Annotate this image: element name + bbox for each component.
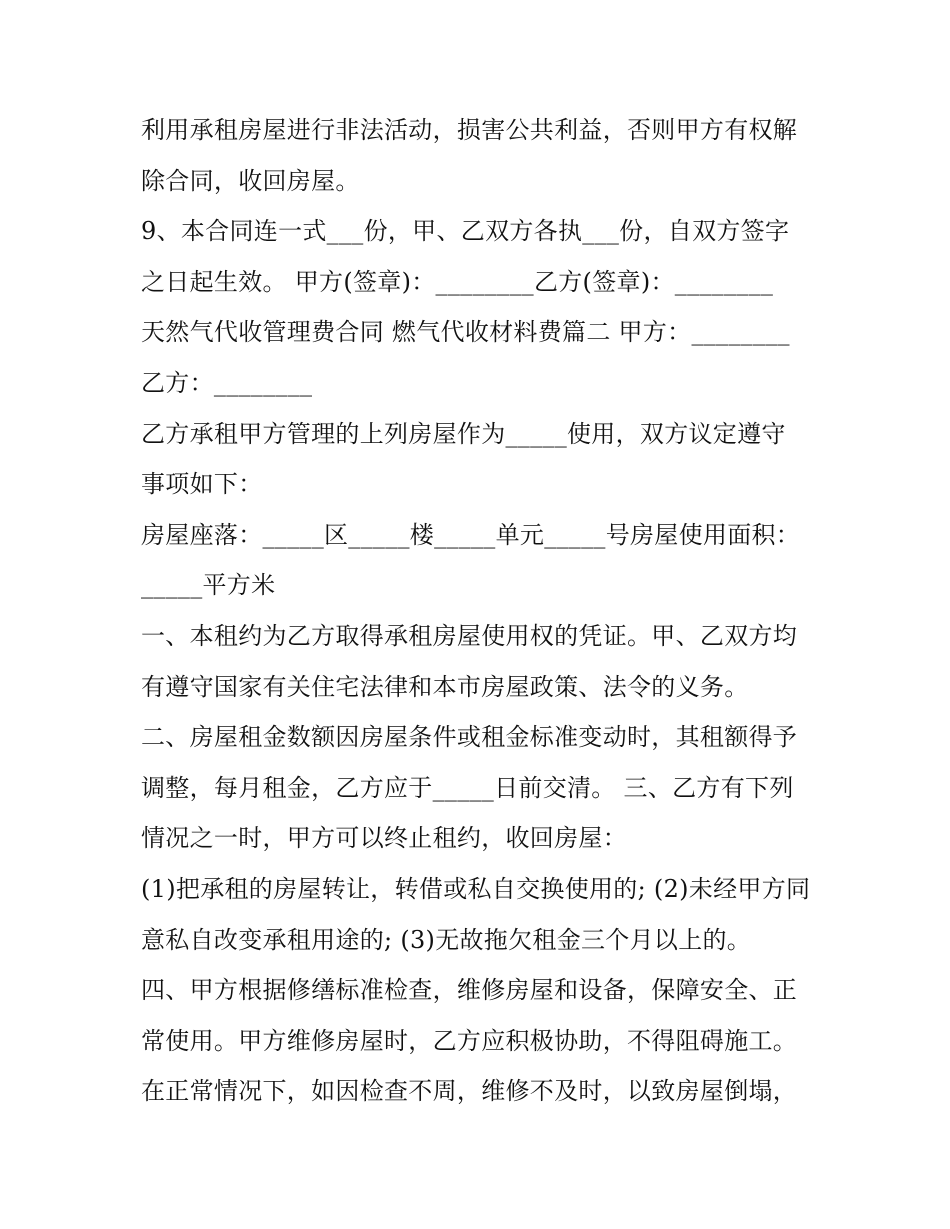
text-line: 在正常情况下，如因检查不周，维修不及时，以致房屋倒塌， — [141, 1077, 798, 1106]
text-line: 有遵守国家有关住宅法律和本市房屋政策、法令的义务。 — [141, 672, 749, 701]
text-line: 除合同，收回房屋。 — [141, 166, 360, 195]
text-line: 一、本租约为乙方取得承租房屋使用权的凭证。甲、乙双方均 — [141, 621, 798, 650]
text-line: 调整，每月租金，乙方应于_____日前交清。 三、乙方有下列 — [141, 773, 794, 802]
text-line: 利用承租房屋进行非法活动，损害公共利益，否则甲方有权解 — [141, 116, 798, 144]
text-line: 意私自改变承租用途的; (3)无故拖欠租金三个月以上的。 — [141, 925, 752, 954]
text-line: 房屋座落：_____区_____楼_____单元_____号房屋使用面积： — [141, 520, 801, 549]
text-line: 天然气代收管理费合同 燃气代收材料费篇二 甲方：________ — [141, 318, 790, 347]
text-line: 9、本合同连一式___份，甲、乙双方各执___份，自双方签字 — [141, 217, 790, 246]
text-line: _____平方米 — [141, 571, 276, 600]
text-line: 常使用。甲方维修房屋时，乙方应积极协助，不得阻碍施工。 — [141, 1026, 798, 1055]
text-line: 二、房屋租金数额因房屋条件或租金标准变动时，其租额得予 — [141, 723, 798, 752]
text-line: 乙方承租甲方管理的上列房屋作为_____使用，双方议定遵守 — [141, 419, 786, 448]
document-body — [141, 105, 821, 1117]
text-line: 之日起生效。 甲方(签章)：________乙方(签章)：________ — [141, 267, 774, 296]
text-line: 事项如下： — [141, 470, 263, 499]
text-line: (1)把承租的房屋转让，转借或私自交换使用的; (2)未经甲方同 — [141, 874, 811, 903]
text-line: 情况之一时，甲方可以终止租约，收回房屋： — [141, 824, 627, 853]
text-line: 四、甲方根据修缮标准检查，维修房屋和设备，保障安全、正 — [141, 976, 798, 1005]
text-line: 乙方：________ — [141, 368, 313, 397]
